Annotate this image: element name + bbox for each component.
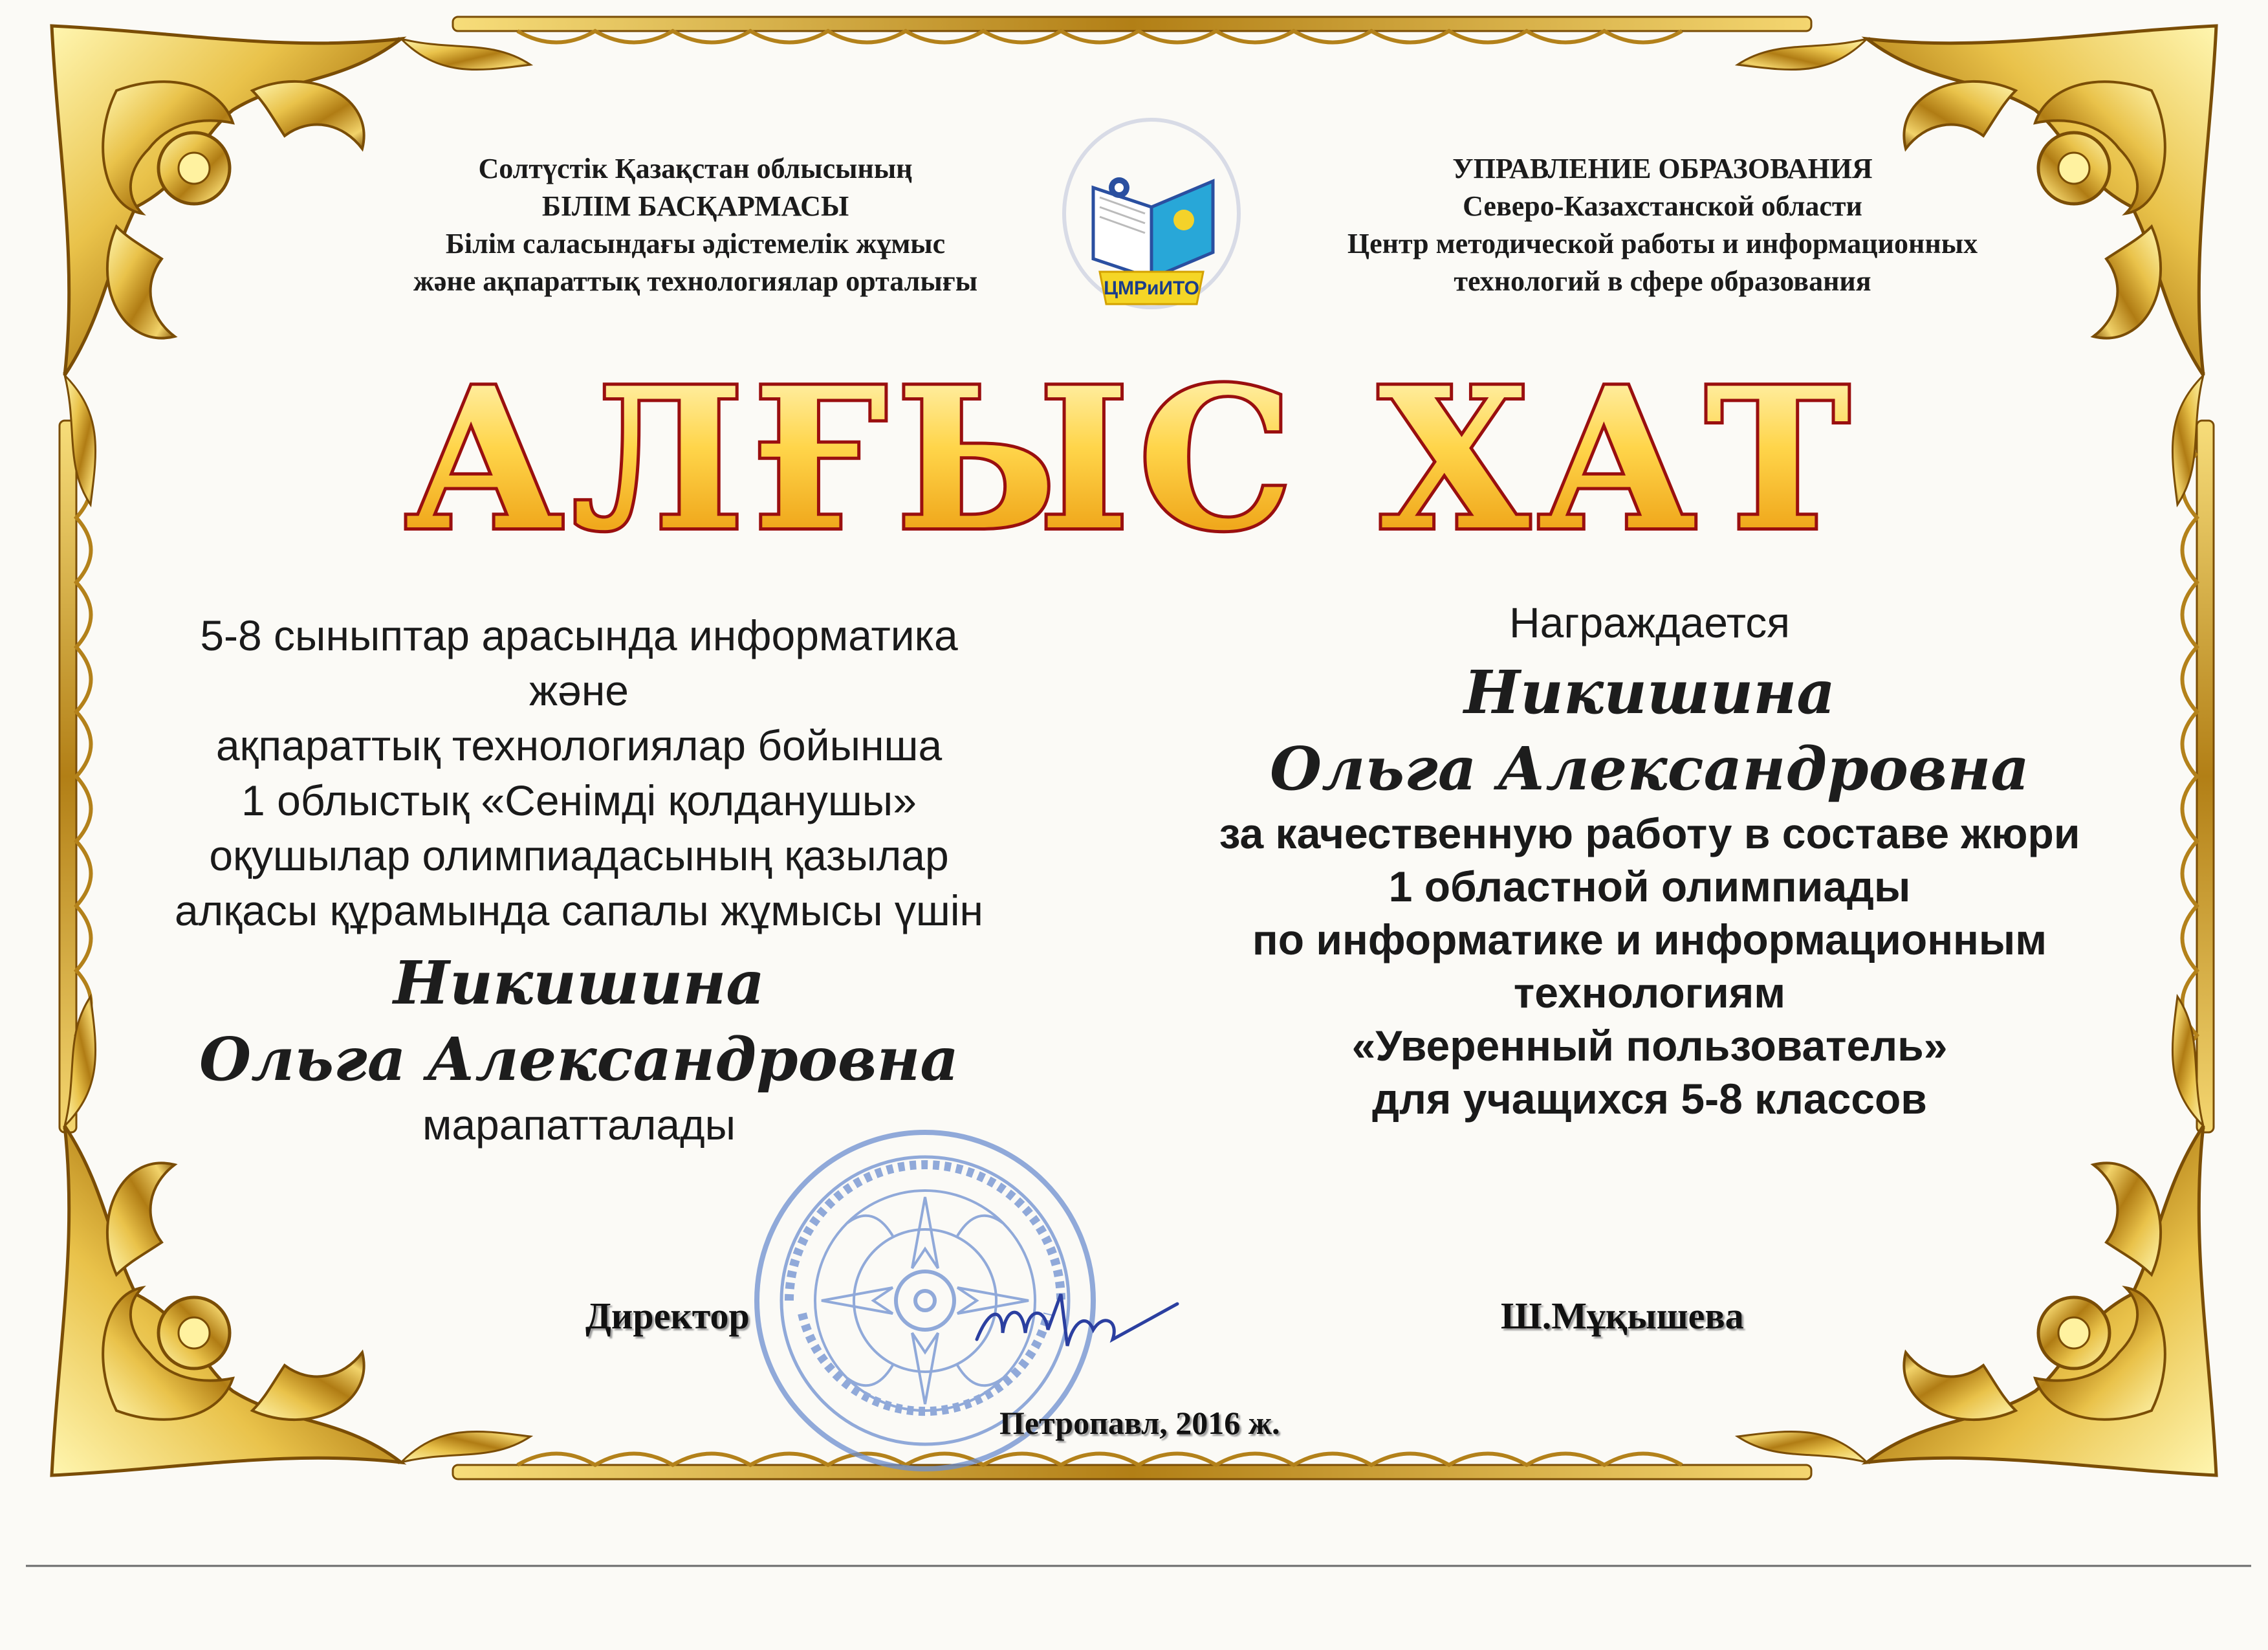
header-right-line4: технологий в сфере образования xyxy=(1454,265,1871,297)
russian-reason-line: технологиям xyxy=(1513,969,1786,1017)
kazakh-reason-line: оқушылар олимпиадасының қазылар xyxy=(209,831,949,879)
header-right-line1: УПРАВЛЕНИЕ ОБРАЗОВАНИЯ xyxy=(1452,153,1873,184)
certificate-title xyxy=(388,353,1876,566)
russian-reason-line: по информатике и информационным xyxy=(1252,916,2047,963)
russian-recipient-given-names: Ольга Александровна xyxy=(1269,734,2030,804)
book-flag-logo-icon xyxy=(1054,110,1248,317)
header-left-line2: БІЛІМ БАСҚАРМАСЫ xyxy=(541,190,849,222)
kazakh-recipient-surname: Никишина xyxy=(393,948,765,1018)
kazakh-recipient-given-names: Ольга Александровна xyxy=(199,1024,959,1094)
header-right-line2: Северо-Казахстанской области xyxy=(1463,190,1862,222)
kazakh-block xyxy=(149,608,1009,1152)
russian-reason-line: «Уверенный пользователь» xyxy=(1351,1022,1948,1070)
russian-recipient-surname: Никишина xyxy=(1464,657,1835,727)
organization-logo xyxy=(1054,110,1248,317)
header-left-line4: және ақпараттық технологиялар орталығы xyxy=(413,265,978,297)
handwritten-signature xyxy=(964,1268,1184,1372)
header-left-line1: Солтүстік Қазақстан облысының xyxy=(478,153,913,184)
kazakh-reason-line: ақпараттық технологиялар бойынша xyxy=(215,721,943,769)
kazakh-reason-line: 1 облыстық «Сенімді қолданушы» xyxy=(241,776,917,824)
header-left xyxy=(343,150,1048,300)
header-left-line3: Білім саласындағы әдістемелік жұмыс xyxy=(445,228,946,259)
kazakh-reason-line: алқасы құрамында сапалы жұмысы үшін xyxy=(175,886,983,934)
place-and-date: Петропавл, 2016 ж. xyxy=(999,1405,1280,1441)
russian-block xyxy=(1164,595,2135,1125)
kazakh-reason-line: 5-8 сыныптар арасында информатика және xyxy=(200,611,958,714)
russian-reason-line: 1 областной олимпиады xyxy=(1388,863,1911,910)
signatory-name: Ш.Мұқышева xyxy=(1501,1295,1744,1337)
russian-reason-line: для учащихся 5-8 классов xyxy=(1372,1075,1927,1123)
russian-intro: Награждается xyxy=(1509,599,1790,646)
kazakh-closing: марапатталады xyxy=(422,1101,736,1149)
logo-text: ЦМРиИТО xyxy=(1104,278,1199,299)
title-text: АЛҒЫС ХАТ xyxy=(405,353,1859,566)
header-right xyxy=(1287,150,2038,300)
header-right-line3: Центр методической работы и информационных xyxy=(1347,228,1978,259)
russian-reason-line: за качественную работу в составе жюри xyxy=(1219,809,2080,857)
signatory-position: Директор xyxy=(585,1295,750,1337)
